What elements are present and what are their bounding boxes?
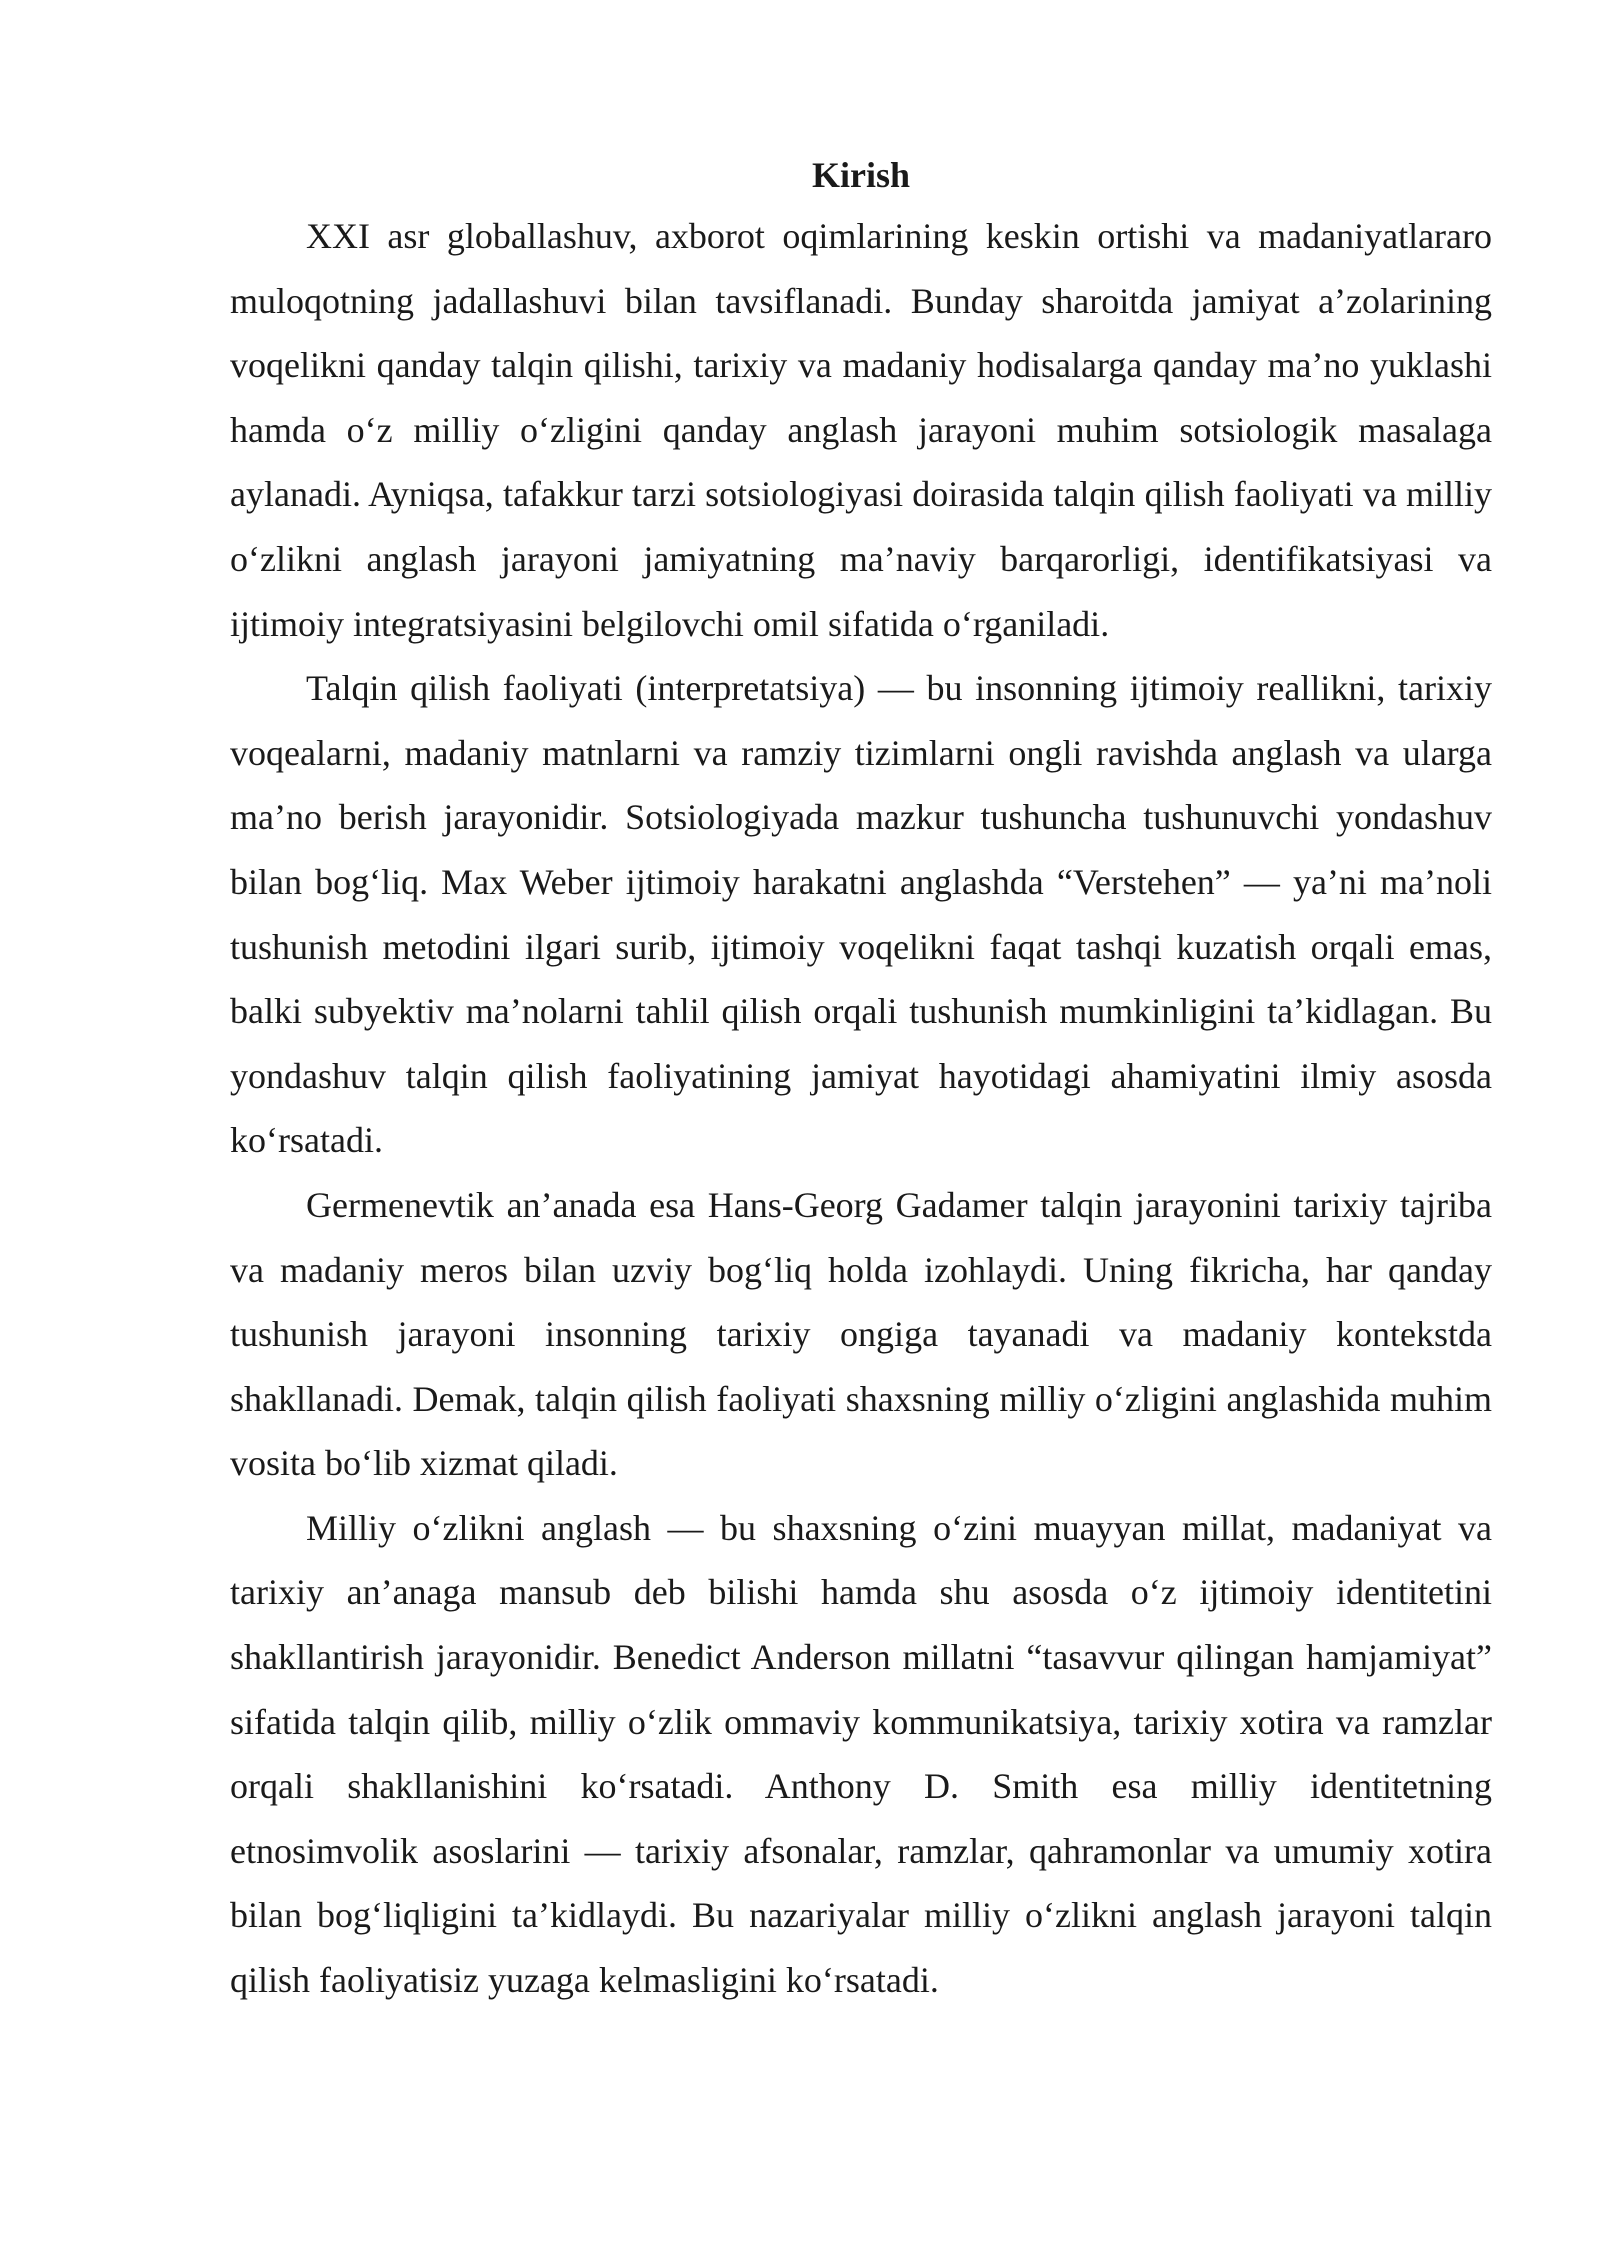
paragraph-intro: XXI asr globallashuv, axborot oqimlarining keskin ortishi va madaniyatlararo muloqotning jadallashuvi bilan tavsiflanadi. Bunday sharoitda jamiyat a’zolarining voqelikni qanday talqin qilishi, tarixiy va madaniy hodisalarga qanday ma’no yuklashi hamda o‘z milliy o‘zligini qanday anglash jarayoni muhim sotsiologik masalaga aylanadi. Ayniqsa, tafakkur tarzi sotsiologiyasi doirasida talqin qilish faoliyati va milliy o‘zlikni anglash jarayoni jamiyatning ma’naviy barqarorligi, identifikatsiyasi va ijtimoiy integratsiyasini belgilovchi omil sifatida o‘rganiladi. [230, 216, 1492, 644]
paragraph-national-identity: Milliy o‘zlikni anglash — bu shaxsning o‘zini muayyan millat, madaniyat va tarixiy an’anaga mansub deb bilishi hamda shu asosda o‘z ijtimoiy identitetini shakllantirish jarayonidir. Benedict Anderson millatni “tasavvur qilingan hamjamiyat” sifatida talqin qilib, milliy o‘zlik ommaviy kommunikatsiya, tarixiy xotira va ramzlar orqali shakllanishini ko‘rsatadi. Anthony D. Smith esa milliy identitetning etnosimvolik asoslarini — tarixiy afsonalar, ramzlar, qahramonlar va umumiy xotira bilan bog‘liqligini ta’kidlaydi. Bu nazariyalar milliy o‘zlikni anglash jarayoni talqin qilish faoliyatisiz yuzaga kelmasligini ko‘rsatadi. [230, 1507, 1492, 2001]
page-title: Kirish [811, 155, 910, 195]
paragraph-hermeneutics: Germenevtik an’anada esa Hans-Georg Gadamer talqin jarayonini tarixiy tajriba va madaniy meros bilan uzviy bog‘liq holda izohlaydi. Uning fikricha, har qanday tushunish jarayoni insonning tarixiy ongiga tayanadi va madaniy kontekstda shakllanadi. Demak, talqin qilish faoliyati shaxsning milliy o‘zligini anglashida muhim vosita bo‘lib xizmat qiladi. [230, 1184, 1492, 1484]
paragraph-interpretation: Talqin qilish faoliyati (interpretatsiya) — bu insonning ijtimoiy reallikni, tarixiy voqealarni, madaniy matnlarni va ramziy tizimlarni ongli ravishda anglash va ularga ma’no berish jarayonidir. Sotsiologiyada mazkur tushuncha tushunuvchi yondashuv bilan bog‘liq. Max Weber ijtimoiy harakatni anglashda “Verstehen” — ya’ni ma’noli tushunish metodini ilgari surib, ijtimoiy voqelikni faqat tashqi kuzatish orqali emas, balki subyektiv ma’nolarni tahlil qilish orqali tushunish mumkinligini ta’kidlagan. Bu yondashuv talqin qilish faoliyatining jamiyat hayotidagi ahamiyatini ilmiy asosda ko‘rsatadi. [230, 668, 1492, 1161]
document-body [230, 148, 1492, 2013]
